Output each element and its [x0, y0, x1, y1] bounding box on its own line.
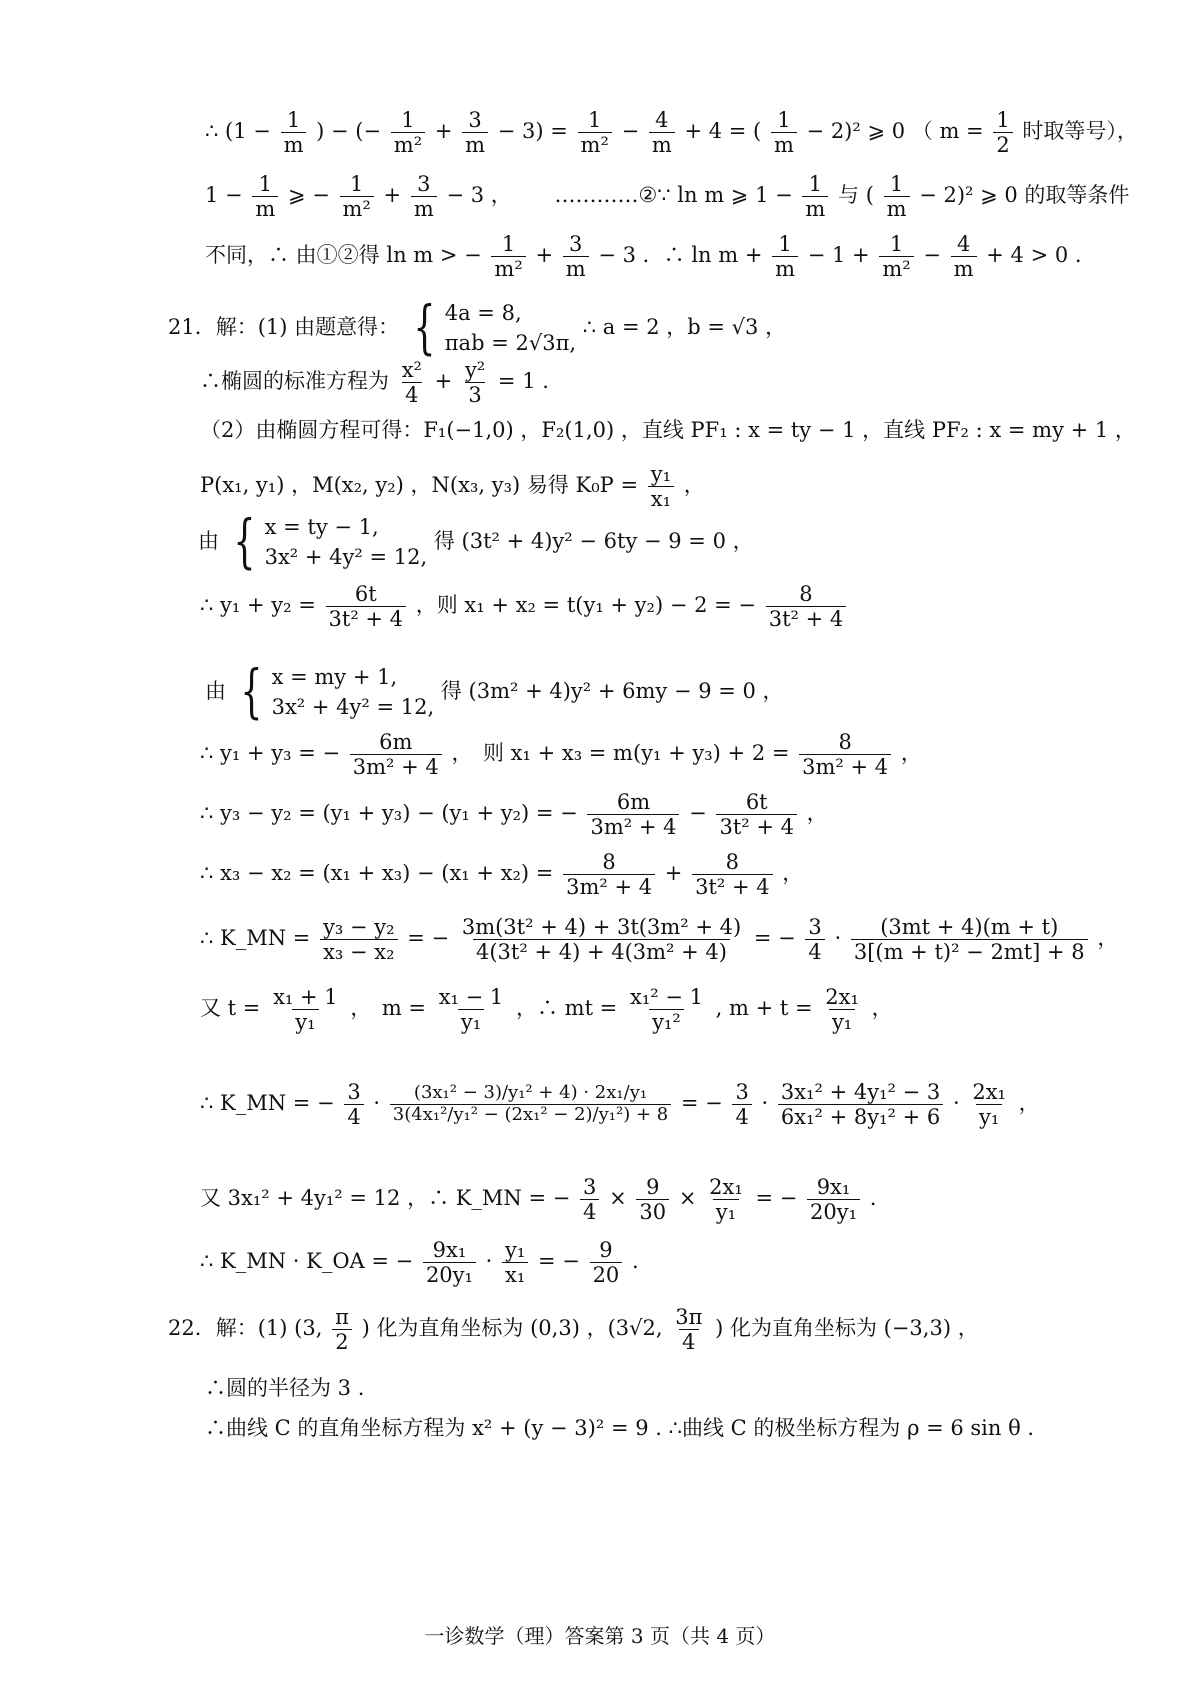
math-text: πab = 2√3π,	[444, 331, 577, 356]
fraction	[340, 172, 374, 221]
fraction	[590, 1238, 623, 1287]
math-text: 8	[725, 850, 740, 874]
math-text: 时取等号），	[1022, 119, 1138, 144]
math-text: 3	[735, 1080, 749, 1104]
math-text: y₁	[650, 462, 672, 486]
fraction	[778, 1080, 943, 1129]
q21-head	[168, 293, 787, 361]
math-text: ) 化为直角坐标为 (0,3) ，(3√2,	[361, 1316, 663, 1341]
math-text: ∴ K_MN = −	[200, 1091, 335, 1116]
math-text: − 1 +	[807, 243, 870, 268]
math-text: 3(4x₁²/y₁² − (2x₁² − 2)/y₁²) + 8	[390, 1104, 671, 1126]
fraction	[587, 790, 679, 839]
math-text: ∴曲线 C 的直角坐标方程为 x² + (y − 3)² = 9 . ∴曲线 C 的极坐标方程为 ρ = 6 sin θ .	[205, 1416, 1035, 1440]
math-text: 20	[590, 1262, 623, 1287]
math-text	[265, 512, 428, 573]
math-text: ×	[678, 1186, 697, 1211]
math-text: (3mt + 4)(m + t)	[880, 915, 1059, 939]
math-text: y₁	[713, 1199, 739, 1224]
math-text: y₁	[829, 1009, 855, 1034]
math-text: +	[434, 119, 453, 144]
math-text: 3	[417, 172, 431, 196]
math-text: +	[383, 183, 402, 208]
math-text: 1	[401, 108, 415, 132]
fraction	[252, 172, 278, 221]
math-text: 6x₁² + 8y₁² + 6	[778, 1104, 943, 1129]
math-text: 得 (3m² + 4)y² + 6my − 9 = 0 ，	[440, 678, 784, 703]
math-text: 3t² + 4	[766, 606, 847, 631]
math-text: 20y₁	[807, 1199, 860, 1224]
math-text: 2	[993, 132, 1012, 157]
fraction	[969, 1080, 1009, 1129]
math-text: 3x² + 4y² = 12,	[264, 545, 428, 570]
math-text: 9x₁	[432, 1238, 467, 1262]
fraction	[502, 1238, 528, 1287]
fraction	[459, 915, 744, 964]
fraction	[766, 582, 847, 631]
math-text: 又 t =	[200, 996, 261, 1021]
math-text: 又 3x₁² + 4y₁² = 12 ，∴ K_MN = −	[200, 1186, 571, 1211]
math-text: − 3) =	[497, 119, 568, 144]
math-text: m²	[491, 256, 525, 281]
math-text: 3π	[675, 1305, 703, 1329]
math-text: 4	[580, 1199, 599, 1224]
math-text: x₁ − 1	[438, 985, 504, 1009]
math-text: = 1 .	[497, 369, 549, 394]
math-text: .	[869, 1186, 877, 1211]
math-text: m	[884, 196, 910, 221]
math-text: ∴ y₁ + y₂ =	[200, 593, 316, 618]
fraction	[771, 108, 797, 157]
kmn-line-2	[200, 1080, 1040, 1129]
math-text: = −	[755, 1186, 798, 1211]
math-text: = −	[753, 926, 796, 951]
math-text: 2x₁	[972, 1080, 1006, 1104]
fraction	[344, 1080, 363, 1129]
math-text: 1	[501, 232, 516, 256]
math-text: −	[689, 801, 707, 826]
fraction	[772, 232, 798, 281]
math-text: 4	[732, 1104, 751, 1129]
math-text: 1 −	[205, 183, 243, 208]
fraction	[491, 232, 525, 281]
math-text: m²	[578, 132, 612, 157]
math-text: 1	[778, 232, 792, 256]
math-text: ∴ y₃ − y₂ = (y₁ + y₃) − (y₁ + y₂) = −	[200, 801, 578, 826]
fraction	[270, 985, 341, 1034]
math-text: ×	[609, 1186, 627, 1211]
math-text: 4	[344, 1104, 363, 1129]
math-text: 由	[198, 528, 219, 553]
math-text: 9	[646, 1175, 660, 1199]
math-text: +	[434, 369, 453, 394]
math-text: ，	[806, 801, 828, 826]
math-text: {	[413, 293, 436, 361]
math-text: 1	[996, 108, 1010, 132]
fraction	[706, 1175, 746, 1224]
fraction	[462, 108, 488, 157]
math-text: m²	[391, 132, 425, 157]
q22-head	[168, 1305, 979, 1354]
math-text: 1	[286, 108, 301, 132]
math-text: ，	[1097, 926, 1119, 951]
math-text: ∴ K_MN · K_OA = −	[200, 1249, 414, 1274]
math-text: ∴ a = 2 ，b = √3 ，	[582, 314, 787, 339]
math-text: 3m² + 4	[799, 754, 891, 779]
math-text: 6t	[354, 582, 377, 606]
math-text: 6m	[616, 790, 651, 814]
math-text: 4	[655, 108, 669, 132]
math-text: 3t² + 4	[692, 874, 773, 899]
math-text: 3m² + 4	[350, 754, 442, 779]
math-text: 8	[799, 582, 813, 606]
math-text: 2	[332, 1329, 351, 1354]
q22-equation	[205, 1418, 1034, 1439]
math-text: x₁ + 1	[273, 985, 338, 1009]
fraction	[692, 850, 773, 899]
math-text: 8	[602, 850, 616, 874]
fraction	[462, 358, 488, 407]
math-text: …………②∵ ln m ⩾ 1 −	[554, 183, 793, 208]
math-text: 6t	[745, 790, 768, 814]
math-text: − 3 ，	[446, 183, 512, 208]
fraction	[627, 985, 706, 1034]
math-text: ，则 x₁ + x₂ = t(y₁ + y₂) − 2 = −	[415, 593, 757, 618]
math-text: 1	[808, 172, 823, 196]
fraction	[951, 232, 977, 281]
math-text: 8	[838, 730, 852, 754]
math-text: y₁	[292, 1009, 318, 1034]
fraction	[807, 1175, 860, 1224]
diff-y-line	[200, 790, 828, 839]
diff-x-line	[200, 850, 803, 899]
text: ∴ (1 −	[205, 119, 271, 144]
math-text: 3	[347, 1080, 361, 1104]
math-text: 3x² + 4y² = 12,	[271, 695, 435, 720]
math-text: ·	[952, 1091, 960, 1116]
math-text: 6m	[379, 730, 413, 754]
math-text: ，	[1018, 1091, 1040, 1116]
math-text: x₁	[502, 1262, 528, 1287]
fraction	[390, 1083, 671, 1125]
math-text: ·	[485, 1249, 493, 1274]
math-text: (3x₁² − 3)/y₁² + 4) · 2x₁/y₁	[413, 1082, 648, 1104]
math-text: ∴圆的半径为 3 .	[205, 1376, 365, 1400]
math-text: x²	[401, 358, 422, 382]
math-text: 1	[777, 108, 791, 132]
fraction	[636, 1175, 669, 1224]
system-2	[198, 507, 754, 575]
math-text: ∴ y₁ + y₃ = −	[200, 741, 341, 766]
math-text: 2x₁	[825, 985, 859, 1009]
math-text: 3m² + 4	[563, 874, 655, 899]
math-text: 由	[205, 678, 226, 703]
math-text: ∴椭圆的标准方程为	[200, 369, 389, 394]
math-text: ∴ x₃ − x₂ = (x₁ + x₃) − (x₁ + x₂) =	[200, 861, 554, 886]
math-text: 3	[468, 108, 482, 132]
math-text: 1	[349, 172, 364, 196]
math-text: y²	[464, 358, 486, 382]
math-text: （2）由椭圆方程可得：F₁(−1,0) ，F₂(1,0) ，直线 PF₁ : x = ty − 1 ，直线 PF₂ : x = my + 1 ，	[200, 418, 1136, 442]
math-text: ·	[373, 1091, 381, 1116]
math-text: 3x₁² + 4y₁² − 3	[780, 1080, 941, 1104]
math-text: + 4 = (	[684, 119, 762, 144]
math-text: 3	[583, 1175, 597, 1199]
fraction	[879, 232, 913, 281]
math-text: m	[802, 196, 828, 221]
math-text: P(x₁, y₁) ，M(x₂, y₂) ，N(x₃, y₃) 易得 K₀P =	[200, 473, 639, 498]
kmn-line-3	[200, 1175, 876, 1224]
line-1	[205, 108, 1138, 157]
math-text: m²	[340, 196, 374, 221]
math-text: .	[631, 1249, 639, 1274]
math-text: 3[(m + t)² − 2mt] + 8	[851, 939, 1088, 964]
math-text: y₃ − y₂	[323, 915, 395, 939]
math-text: −	[923, 243, 941, 268]
math-text: 3	[808, 915, 822, 939]
math-text: m	[252, 196, 278, 221]
math-text: ) − (−	[316, 119, 382, 144]
math-text: 9x₁	[816, 1175, 851, 1199]
math-text: 21．解：(1) 由题意得：	[168, 314, 400, 339]
math-text: − 2)² ⩾ 0 的取等条件	[919, 183, 1130, 208]
math-text: x = ty − 1,	[264, 515, 379, 539]
math-text: = −	[407, 926, 450, 951]
fraction	[578, 108, 612, 157]
fraction	[411, 172, 437, 221]
q22-radius	[205, 1378, 364, 1399]
math-text: 4	[402, 382, 421, 407]
fraction	[332, 1305, 352, 1354]
fraction	[281, 108, 307, 157]
math-text: 得 (3t² + 4)y² − 6ty − 9 = 0 ，	[433, 528, 754, 553]
math-text: 9	[599, 1238, 613, 1262]
math-text: ，	[782, 861, 804, 886]
fraction	[805, 915, 824, 964]
math-text	[272, 662, 435, 723]
kmn-line-1	[200, 915, 1118, 964]
fraction	[993, 108, 1012, 157]
math-text: 22．解：(1) (3,	[168, 1316, 323, 1341]
fraction	[716, 790, 797, 839]
math-text: m	[772, 256, 798, 281]
math-text: = −	[538, 1249, 580, 1274]
fraction	[436, 985, 507, 1034]
sum-line-2	[200, 730, 922, 779]
math-text: m	[563, 256, 589, 281]
math-text: 3	[465, 382, 484, 407]
math-text: y₁	[505, 1238, 526, 1262]
math-text: x₁² − 1	[629, 985, 703, 1009]
math-text: ·	[761, 1091, 769, 1116]
math-text: +	[664, 861, 683, 886]
math-text: 4	[956, 232, 971, 256]
fraction	[320, 915, 398, 964]
math-text: ，	[900, 741, 922, 766]
math-text: 不同，∴ 由①②得 ln m > −	[205, 243, 482, 268]
math-text: {	[240, 657, 263, 725]
math-text: 1	[258, 172, 272, 196]
fraction	[580, 1175, 599, 1224]
fraction	[423, 1238, 476, 1287]
math-text: ) 化为直角坐标为 (−3,3) ，	[715, 1316, 979, 1341]
fraction	[799, 730, 891, 779]
math-text: 2x₁	[709, 1175, 743, 1199]
fraction	[822, 985, 862, 1034]
math-text: m	[411, 196, 437, 221]
math-text: 1	[889, 232, 904, 256]
page-footer: 一诊数学（理）答案第 3 页（共 4 页）	[424, 1624, 776, 1648]
fraction	[563, 850, 655, 899]
line-3	[205, 232, 1082, 281]
math-text: 3t² + 4	[326, 606, 407, 631]
fraction	[732, 1080, 751, 1129]
fraction	[399, 358, 425, 407]
math-text: 1	[588, 108, 602, 132]
math-text: m	[462, 132, 488, 157]
math-text: , m + t =	[715, 996, 813, 1021]
math-text: = −	[680, 1091, 723, 1116]
math-text: 1	[889, 172, 904, 196]
math-text: −	[621, 119, 640, 144]
fraction	[851, 915, 1088, 964]
math-text: y₁	[458, 1009, 484, 1034]
fraction	[672, 1305, 705, 1354]
math-text: m²	[879, 256, 913, 281]
math-text: ，∴ mt =	[515, 996, 618, 1021]
math-text: 20y₁	[423, 1262, 476, 1287]
math-text: m	[951, 256, 977, 281]
math-text: 4	[805, 939, 824, 964]
fraction	[884, 172, 910, 221]
fraction	[649, 108, 675, 157]
math-text: 3m² + 4	[587, 814, 679, 839]
fraction	[648, 462, 674, 511]
fraction	[391, 108, 425, 157]
math-text: 3m(3t² + 4) + 3t(3m² + 4)	[461, 915, 742, 939]
system-3	[205, 657, 784, 725]
math-text: ·	[834, 926, 842, 951]
math-text: 3t² + 4	[716, 814, 797, 839]
math-text: m	[281, 132, 307, 157]
fraction	[350, 730, 442, 779]
math-text: y₁	[976, 1104, 1002, 1129]
sum-line-1	[200, 582, 849, 631]
math-text: 30	[636, 1199, 669, 1224]
math-text: ， 则 x₁ + x₃ = m(y₁ + y₃) + 2 =	[451, 741, 790, 766]
math-text: y₁²	[649, 1009, 684, 1034]
fraction	[326, 582, 407, 631]
math-text: ，	[683, 473, 705, 498]
fraction	[563, 232, 589, 281]
points-line	[200, 462, 705, 511]
math-text: x₁	[648, 486, 674, 511]
math-text: ， m =	[350, 996, 427, 1021]
math-text: m	[771, 132, 797, 157]
fraction	[802, 172, 828, 221]
substitution-line	[200, 985, 893, 1034]
math-text: 3	[569, 232, 583, 256]
math-text: x₃ − x₂	[320, 939, 397, 964]
q21-part2	[200, 420, 1136, 441]
final-product-line	[200, 1238, 639, 1287]
math-text: +	[535, 243, 554, 268]
math-text: + 4 > 0 .	[986, 243, 1082, 268]
math-text: 4	[679, 1329, 698, 1354]
math-text: 4a = 8,	[444, 301, 522, 325]
math-text	[445, 298, 576, 359]
line-2	[205, 172, 1129, 221]
math-text: − 3 ．∴ ln m +	[598, 243, 763, 268]
math-text: m	[649, 132, 675, 157]
math-text: x = my + 1,	[271, 665, 398, 689]
math-text: π	[335, 1305, 349, 1329]
ellipse-eq	[200, 358, 549, 407]
math-text: ⩾ −	[287, 183, 330, 208]
math-text: ∴ K_MN =	[200, 926, 311, 951]
math-text: − 2)² ⩾ 0	[806, 119, 906, 144]
math-text: {	[233, 507, 256, 575]
math-text: （ m =	[911, 119, 984, 144]
math-text: 与 (	[838, 183, 874, 208]
math-text: 4(3t² + 4) + 4(3m² + 4)	[473, 939, 730, 964]
math-text: ，	[871, 996, 893, 1021]
